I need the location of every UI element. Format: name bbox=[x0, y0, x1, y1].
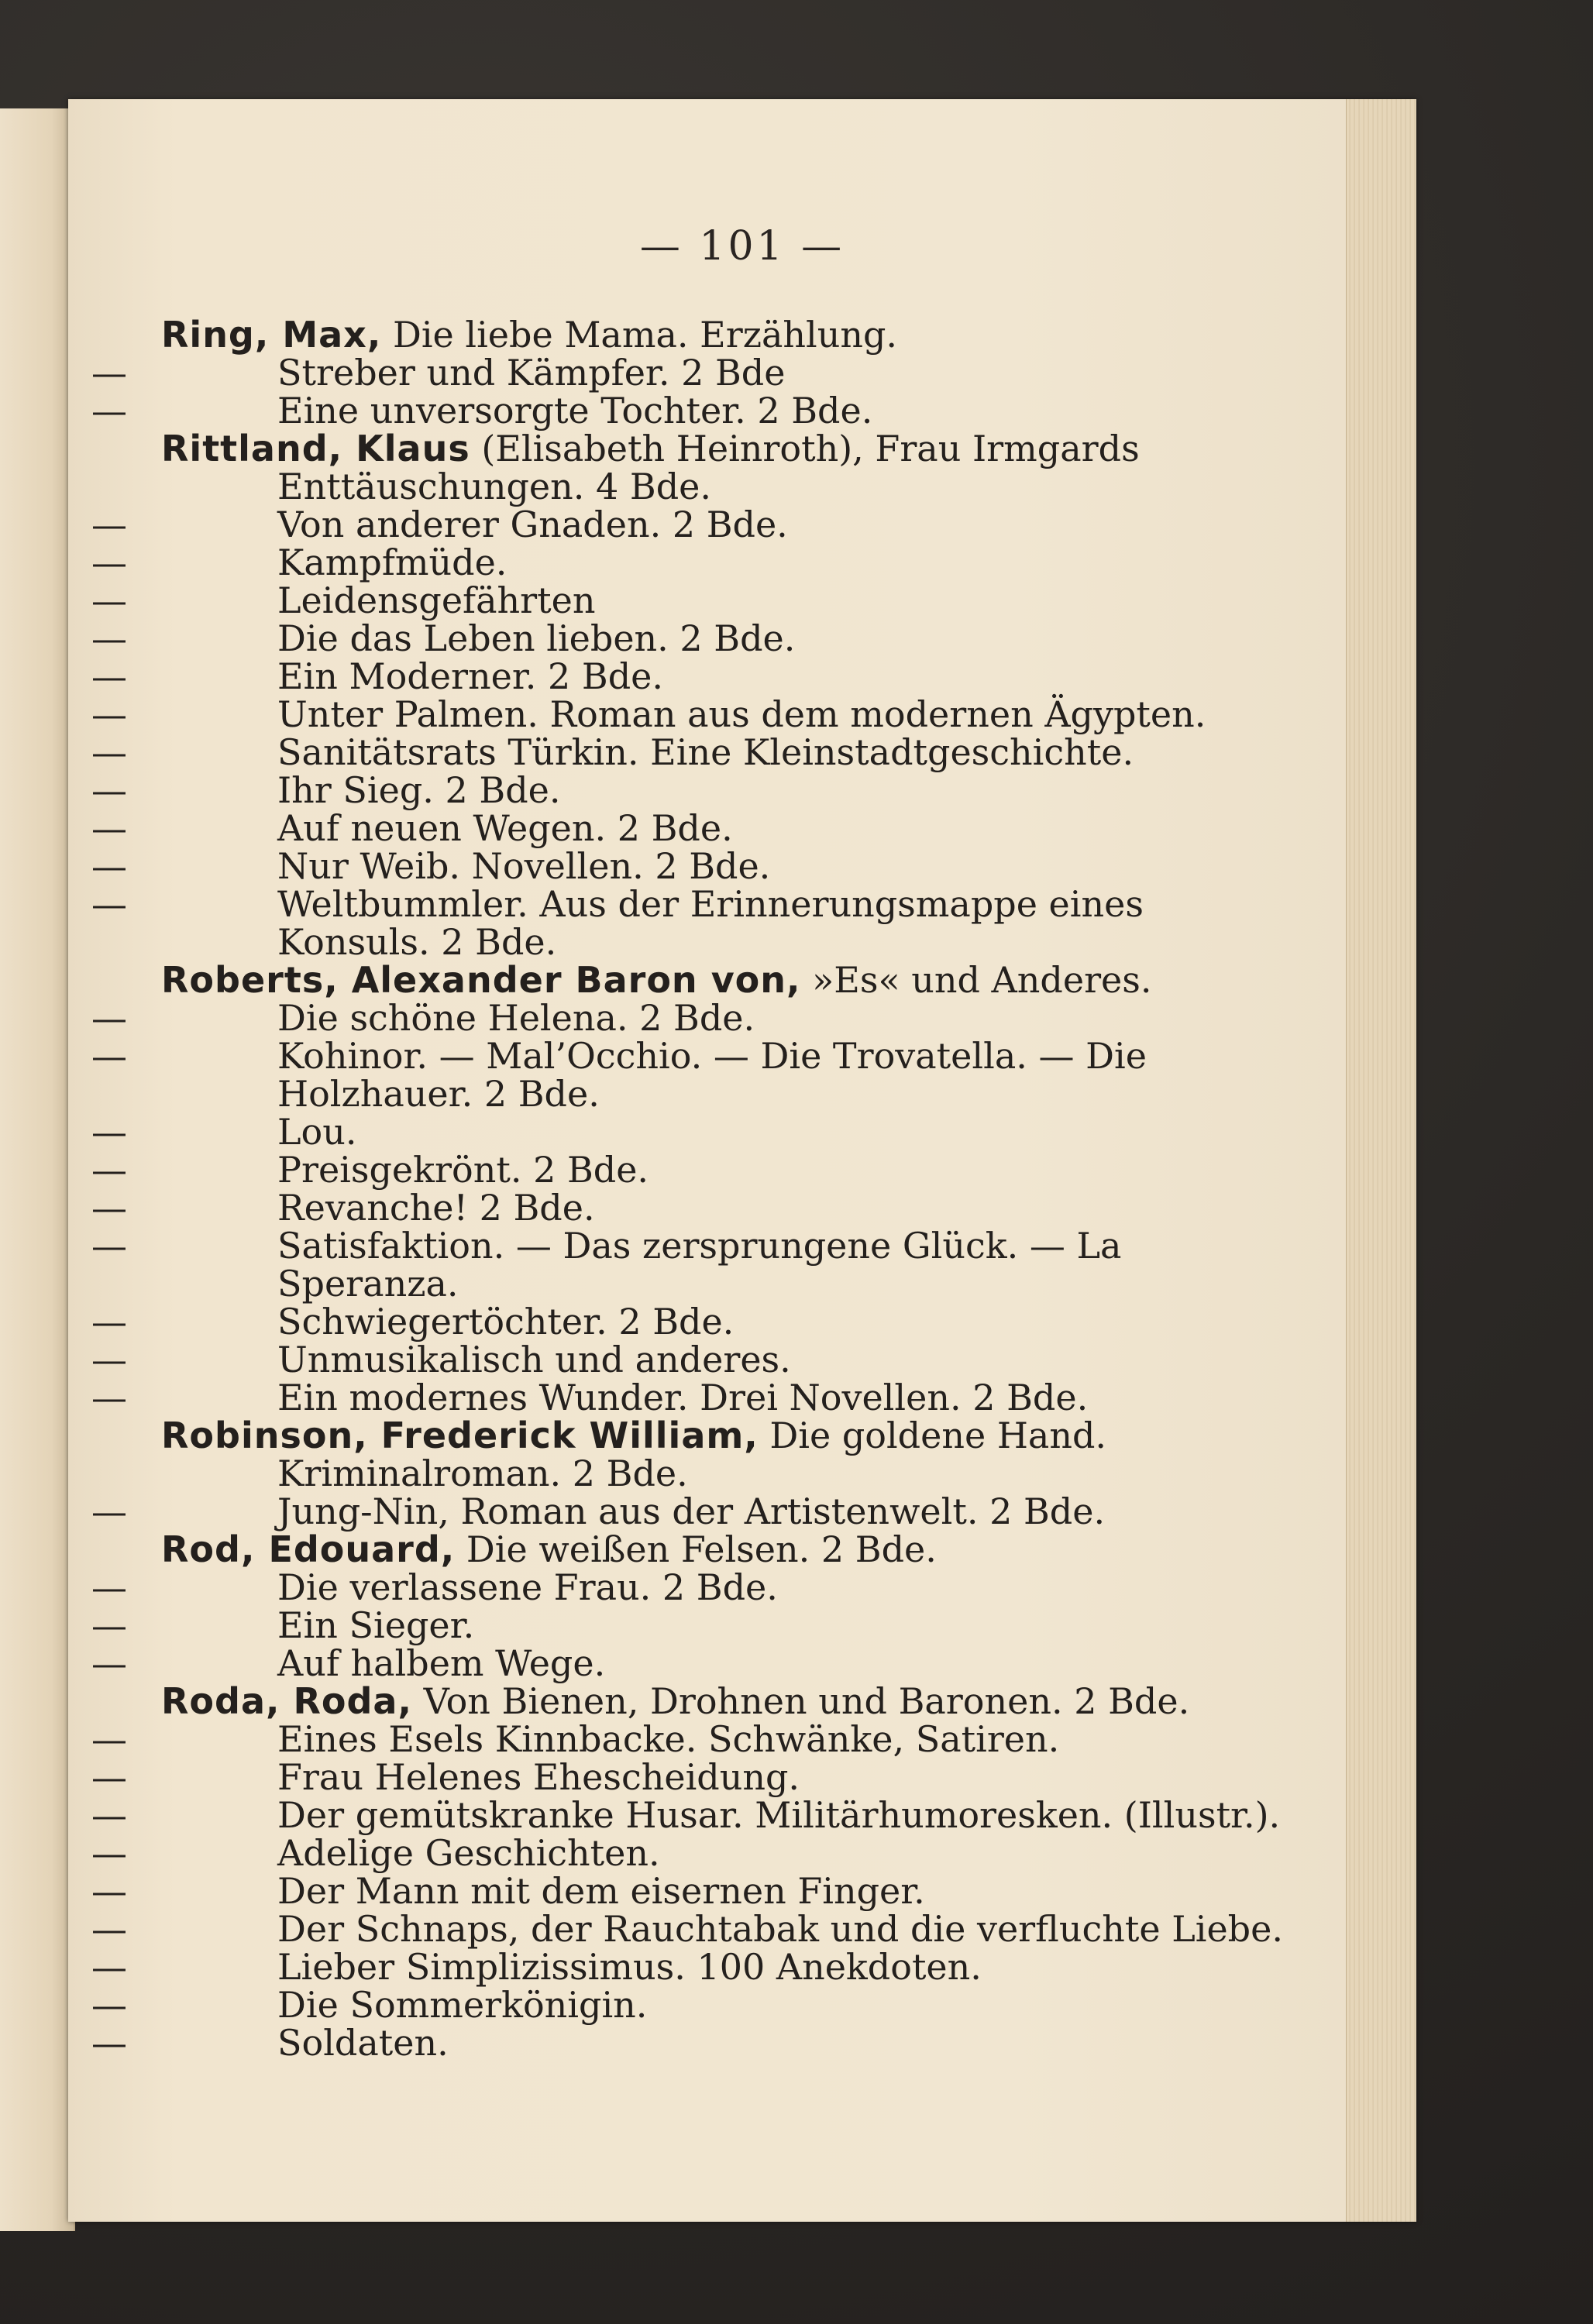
ditto-dash: — bbox=[91, 1794, 127, 1836]
entry-text: Adelige Geschichten. bbox=[277, 1832, 660, 1874]
author-entry bbox=[161, 1680, 1323, 1722]
title-entry bbox=[91, 1756, 1323, 1798]
entry-text: Sanitätsrats Türkin. Eine Kleinstadtgeschichte. bbox=[277, 731, 1134, 773]
entry-text: Auf halbem Wege. bbox=[277, 1642, 606, 1684]
ditto-dash: — bbox=[91, 1566, 127, 1608]
continuation-line bbox=[161, 1265, 1323, 1303]
title-entry bbox=[91, 352, 1323, 394]
ditto-dash: — bbox=[91, 1149, 127, 1191]
author-name: Rittland, Klaus bbox=[161, 428, 470, 469]
entry-text: Frau Helenes Ehescheidung. bbox=[277, 1756, 800, 1798]
title-entry bbox=[91, 1490, 1323, 1532]
ditto-dash: — bbox=[91, 997, 127, 1039]
entry-text: Der Schnaps, der Rauchtabak und die verfluchte Liebe. bbox=[277, 1908, 1283, 1950]
entry-text: Die das Leben lieben. 2 Bde. bbox=[277, 617, 796, 659]
ditto-dash: — bbox=[91, 693, 127, 735]
title-entry bbox=[91, 769, 1323, 811]
entry-text: Ein Sieger. bbox=[277, 1604, 475, 1646]
entry-text: Die goldene Hand. bbox=[758, 1415, 1107, 1456]
ditto-dash: — bbox=[91, 541, 127, 583]
entry-text: Schwiegertöchter. 2 Bde. bbox=[277, 1301, 735, 1342]
entry-text: Die verlassene Frau. 2 Bde. bbox=[277, 1566, 778, 1608]
entry-text: Von Bienen, Drohnen und Baronen. 2 Bde. bbox=[411, 1680, 1190, 1722]
entry-text: (Elisabeth Heinroth), Frau Irmgards bbox=[470, 428, 1140, 469]
title-entry bbox=[91, 1642, 1323, 1684]
ditto-dash: — bbox=[91, 504, 127, 545]
entry-text: Ein modernes Wunder. Drei Novellen. 2 Bde. bbox=[277, 1377, 1089, 1418]
entry-text: Kampfmüde. bbox=[277, 541, 507, 583]
title-entry bbox=[91, 693, 1323, 735]
book-page bbox=[68, 99, 1416, 2222]
title-entry bbox=[91, 1035, 1323, 1077]
entry-text: Speranza. bbox=[277, 1263, 459, 1305]
author-entry bbox=[161, 961, 1323, 999]
ditto-dash: — bbox=[91, 1339, 127, 1380]
entry-text: Satisfaktion. — Das zersprungene Glück. — La bbox=[277, 1225, 1122, 1267]
entry-text: Lieber Simplizissimus. 100 Anekdoten. bbox=[277, 1946, 982, 1988]
entry-text: Ihr Sieg. 2 Bde. bbox=[277, 769, 561, 811]
ditto-dash: — bbox=[91, 1225, 127, 1267]
ditto-dash: — bbox=[91, 1946, 127, 1988]
entry-text: Die liebe Mama. Erzählung. bbox=[381, 314, 898, 356]
title-entry bbox=[91, 1946, 1323, 1988]
ditto-dash: — bbox=[91, 390, 127, 431]
author-entry bbox=[161, 1417, 1323, 1455]
entry-text: Nur Weib. Novellen. 2 Bde. bbox=[277, 845, 771, 887]
entry-text: Holzhauer. 2 Bde. bbox=[277, 1073, 600, 1115]
catalog-listing bbox=[91, 314, 1323, 2064]
title-entry bbox=[91, 2022, 1323, 2064]
entry-text: Auf neuen Wegen. 2 Bde. bbox=[277, 807, 733, 849]
entry-text: Leidensgefährten bbox=[277, 579, 596, 621]
author-name: Roberts, Alexander Baron von, bbox=[161, 959, 801, 1001]
ditto-dash: — bbox=[91, 807, 127, 849]
ditto-dash: — bbox=[91, 1490, 127, 1532]
title-entry bbox=[91, 541, 1323, 583]
title-entry bbox=[91, 1566, 1323, 1608]
ditto-dash: — bbox=[91, 2022, 127, 2064]
ditto-dash: — bbox=[91, 769, 127, 811]
title-entry bbox=[91, 1794, 1323, 1836]
ditto-dash: — bbox=[91, 1908, 127, 1950]
title-entry bbox=[91, 1301, 1323, 1342]
title-entry bbox=[91, 1339, 1323, 1380]
ditto-dash: — bbox=[91, 579, 127, 621]
title-entry bbox=[91, 1187, 1323, 1229]
ditto-dash: — bbox=[91, 1756, 127, 1798]
entry-text: Preisgekrönt. 2 Bde. bbox=[277, 1149, 649, 1191]
title-entry bbox=[91, 1149, 1323, 1191]
title-entry bbox=[91, 845, 1323, 887]
entry-text: Weltbummler. Aus der Erinnerungsmappe eines bbox=[277, 883, 1144, 925]
entry-text: Konsuls. 2 Bde. bbox=[277, 921, 557, 963]
author-entry bbox=[161, 430, 1323, 468]
title-entry bbox=[91, 1604, 1323, 1646]
title-entry bbox=[91, 1225, 1323, 1267]
entry-text: »Es« und Anderes. bbox=[800, 959, 1152, 1001]
continuation-line bbox=[161, 1075, 1323, 1113]
title-entry bbox=[91, 1718, 1323, 1760]
entry-text: Unter Palmen. Roman aus dem modernen Ägypten. bbox=[277, 693, 1206, 735]
page-number: — 101 — bbox=[639, 223, 845, 270]
ditto-dash: — bbox=[91, 1642, 127, 1684]
ditto-dash: — bbox=[91, 731, 127, 773]
title-entry bbox=[91, 807, 1323, 849]
ditto-dash: — bbox=[91, 1301, 127, 1342]
entry-text: Die Sommerkönigin. bbox=[277, 1984, 648, 2026]
ditto-dash: — bbox=[91, 617, 127, 659]
entry-text: Von anderer Gnaden. 2 Bde. bbox=[277, 504, 788, 545]
entry-text: Kohinor. — Mal’Occhio. — Die Trovatella. — Die bbox=[277, 1035, 1147, 1077]
title-entry bbox=[91, 579, 1323, 621]
author-entry bbox=[161, 316, 1323, 354]
continuation-line bbox=[161, 1452, 1323, 1494]
ditto-dash: — bbox=[91, 845, 127, 887]
previous-page-edge bbox=[0, 108, 75, 2231]
ditto-dash: — bbox=[91, 1718, 127, 1760]
continuation-line bbox=[161, 923, 1323, 961]
entry-text: Die weißen Felsen. 2 Bde. bbox=[455, 1528, 937, 1570]
ditto-dash: — bbox=[91, 1187, 127, 1229]
ditto-dash: — bbox=[91, 1832, 127, 1874]
ditto-dash: — bbox=[91, 1870, 127, 1912]
entry-text: Kriminalroman. 2 Bde. bbox=[277, 1452, 688, 1494]
ditto-dash: — bbox=[91, 352, 127, 394]
title-entry bbox=[91, 617, 1323, 659]
title-entry bbox=[91, 1832, 1323, 1874]
entry-text: Revanche! 2 Bde. bbox=[277, 1187, 595, 1229]
title-entry bbox=[91, 1984, 1323, 2026]
entry-text: Jung-Nin, Roman aus der Artistenwelt. 2 Bde. bbox=[277, 1490, 1106, 1532]
ditto-dash: — bbox=[91, 1984, 127, 2026]
entry-text: Unmusikalisch und anderes. bbox=[277, 1339, 791, 1380]
ditto-dash: — bbox=[91, 1604, 127, 1646]
entry-text: Lou. bbox=[277, 1111, 357, 1153]
entry-text: Ein Moderner. 2 Bde. bbox=[277, 655, 664, 697]
ditto-dash: — bbox=[91, 1377, 127, 1418]
ditto-dash: — bbox=[91, 1111, 127, 1153]
author-name: Rod, Edouard, bbox=[161, 1528, 456, 1570]
author-name: Roda, Roda, bbox=[161, 1680, 412, 1722]
entry-text: Streber und Kämpfer. 2 Bde bbox=[277, 352, 786, 394]
author-name: Robinson, Frederick William, bbox=[161, 1415, 759, 1456]
ditto-dash: — bbox=[91, 655, 127, 697]
title-entry bbox=[91, 883, 1323, 925]
title-entry bbox=[91, 1908, 1323, 1950]
title-entry bbox=[91, 1870, 1323, 1912]
title-entry bbox=[91, 655, 1323, 697]
title-entry bbox=[91, 1377, 1323, 1418]
entry-text: Soldaten. bbox=[277, 2022, 449, 2064]
entry-text: Der gemütskranke Husar. Militärhumoresken. (Illustr.). bbox=[277, 1794, 1281, 1836]
title-entry bbox=[91, 731, 1323, 773]
continuation-line bbox=[161, 468, 1323, 506]
entry-text: Enttäuschungen. 4 Bde. bbox=[277, 466, 711, 507]
entry-text: Die schöne Helena. 2 Bde. bbox=[277, 997, 755, 1039]
ditto-dash: — bbox=[91, 883, 127, 925]
title-entry bbox=[91, 390, 1323, 431]
title-entry bbox=[91, 1111, 1323, 1153]
entry-text: Der Mann mit dem eisernen Finger. bbox=[277, 1870, 925, 1912]
title-entry bbox=[91, 504, 1323, 545]
author-entry bbox=[161, 1528, 1323, 1570]
entry-text: Eine unversorgte Tochter. 2 Bde. bbox=[277, 390, 873, 431]
entry-text: Eines Esels Kinnbacke. Schwänke, Satiren. bbox=[277, 1718, 1060, 1760]
ditto-dash: — bbox=[91, 1035, 127, 1077]
author-name: Ring, Max, bbox=[161, 314, 382, 356]
title-entry bbox=[91, 997, 1323, 1039]
page-block-edges bbox=[1346, 99, 1416, 2222]
